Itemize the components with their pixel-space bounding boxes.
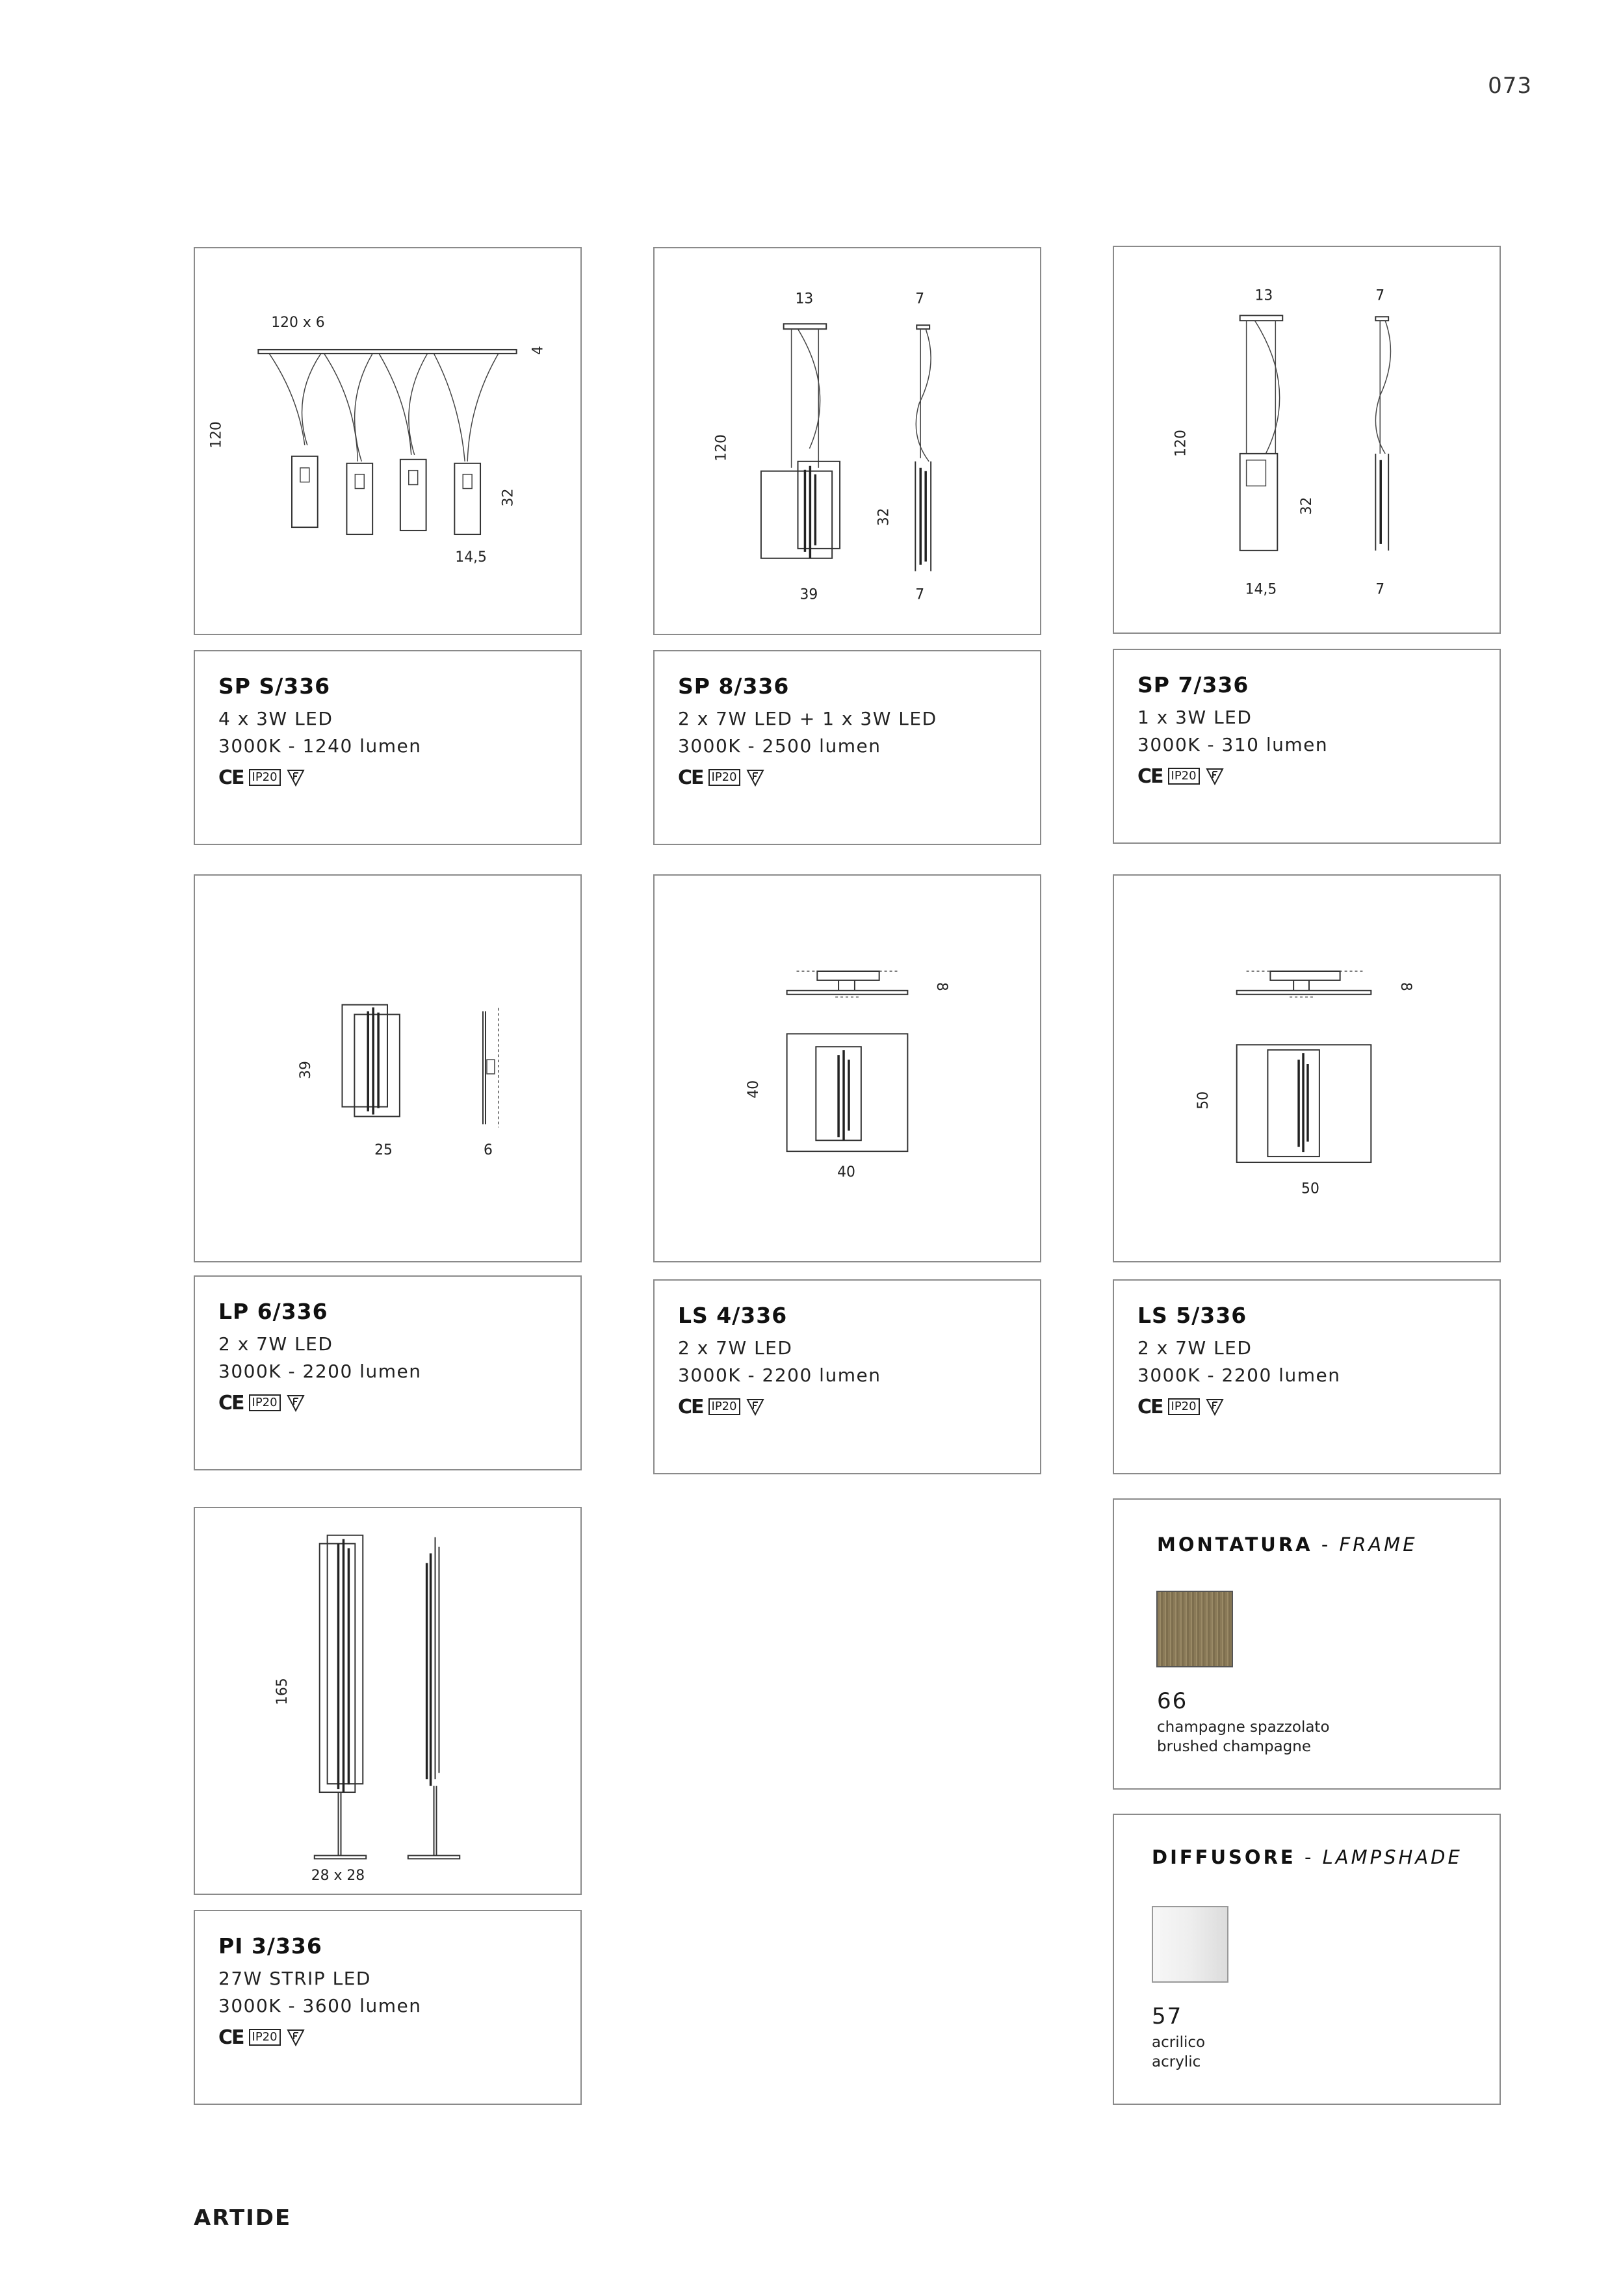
info-lp-6-336 bbox=[194, 1275, 582, 1470]
ls-4-336-diagram bbox=[655, 876, 1040, 1261]
ce-mark-icon: CE bbox=[678, 766, 703, 789]
dim-depth: 8 bbox=[1397, 982, 1414, 991]
light-spec: 3000K - 2200 lumen bbox=[1137, 1364, 1341, 1386]
f-mark-icon bbox=[286, 2028, 305, 2047]
dim-width: 25 bbox=[374, 1142, 393, 1159]
lampshade-title: DIFFUSORE - LAMPSHADE bbox=[1152, 1846, 1462, 1868]
dim-body: 32 bbox=[876, 508, 892, 527]
ip-rating: IP20 bbox=[708, 769, 740, 786]
light-spec: 3000K - 2200 lumen bbox=[678, 1364, 881, 1386]
dim-canopy-front: 13 bbox=[795, 291, 814, 307]
f-mark-icon bbox=[1205, 1397, 1225, 1416]
lampshade-finish-card bbox=[1113, 1814, 1501, 2105]
ip-rating: IP20 bbox=[249, 1394, 281, 1411]
drawing-lp-6-336 bbox=[194, 874, 582, 1262]
model-name: SP 7/336 bbox=[1137, 672, 1249, 698]
f-mark-icon bbox=[746, 768, 765, 787]
dim-height: 120 bbox=[713, 434, 730, 462]
dim-width: 39 bbox=[799, 586, 818, 603]
info-sp-8-336 bbox=[653, 650, 1041, 845]
power-spec: 1 x 3W LED bbox=[1137, 707, 1253, 728]
dim-height: 120 bbox=[1173, 430, 1189, 457]
cert-marks bbox=[1137, 1396, 1500, 1418]
frame-color-swatch bbox=[1156, 1591, 1233, 1667]
cert-marks bbox=[1137, 765, 1500, 787]
frame-title-it: MONTATURA bbox=[1157, 1533, 1313, 1556]
drawing-ls-4-336 bbox=[653, 874, 1041, 1262]
brand-name: ARTIDE bbox=[194, 2205, 292, 2231]
ip-rating: IP20 bbox=[708, 1398, 740, 1415]
drawing-sp-8-336 bbox=[653, 247, 1041, 635]
cert-marks bbox=[678, 1396, 1040, 1418]
dim-height: 120 bbox=[208, 421, 225, 449]
lp-6-336-diagram bbox=[195, 876, 580, 1261]
ip-rating: IP20 bbox=[1168, 1398, 1200, 1415]
dim-height: 39 bbox=[297, 1061, 314, 1079]
ip-rating: IP20 bbox=[249, 2029, 281, 2046]
model-name: SP S/336 bbox=[218, 673, 331, 699]
dim-height: 50 bbox=[1195, 1091, 1212, 1110]
ce-mark-icon: CE bbox=[678, 1395, 703, 1418]
dim-width: 14,5 bbox=[455, 549, 487, 566]
light-spec: 3000K - 2500 lumen bbox=[678, 735, 881, 757]
power-spec: 4 x 3W LED bbox=[218, 708, 333, 729]
dim-width: 40 bbox=[837, 1164, 855, 1181]
dim-canopy-side: 7 bbox=[1375, 287, 1385, 304]
ls-5-336-diagram bbox=[1114, 876, 1500, 1261]
power-spec: 2 x 7W LED bbox=[1137, 1337, 1253, 1359]
lampshade-title-it: DIFFUSORE bbox=[1152, 1846, 1296, 1868]
lampshade-title-en: LAMPSHADE bbox=[1322, 1846, 1462, 1868]
light-spec: 3000K - 3600 lumen bbox=[218, 1995, 422, 2016]
frame-title-en: FRAME bbox=[1339, 1533, 1418, 1556]
drawing-sp-7-336 bbox=[1113, 246, 1501, 634]
drawing-pi-3-336 bbox=[194, 1507, 582, 1895]
sp-s-336-diagram bbox=[195, 248, 580, 634]
info-pi-3-336 bbox=[194, 1910, 582, 2105]
sp-7-336-diagram bbox=[1114, 247, 1500, 633]
dim-canopy-front: 13 bbox=[1254, 287, 1273, 304]
power-spec: 2 x 7W LED bbox=[678, 1337, 793, 1359]
frame-description bbox=[1157, 1717, 1330, 1756]
cert-marks bbox=[218, 1392, 580, 1414]
dim-width: 50 bbox=[1301, 1181, 1319, 1197]
dim-body: 32 bbox=[500, 488, 517, 507]
f-mark-icon bbox=[1205, 766, 1225, 786]
model-name: LS 4/336 bbox=[678, 1303, 788, 1328]
dim-depth: 6 bbox=[484, 1142, 493, 1159]
lampshade-desc-it: acrilico bbox=[1152, 2034, 1206, 2051]
frame-finish-card bbox=[1113, 1498, 1501, 1790]
drawing-sp-s-336 bbox=[194, 247, 582, 635]
power-spec: 2 x 7W LED + 1 x 3W LED bbox=[678, 708, 937, 729]
drawing-ls-5-336 bbox=[1113, 874, 1501, 1262]
dim-body: 32 bbox=[1298, 497, 1315, 515]
dim-thick: 4 bbox=[530, 345, 547, 355]
dim-top: 120 x 6 bbox=[271, 315, 325, 332]
dim-depth: 8 bbox=[933, 982, 950, 991]
dim-depth: 7 bbox=[1375, 581, 1385, 598]
ip-rating: IP20 bbox=[249, 769, 281, 786]
sp-8-336-diagram bbox=[655, 248, 1040, 634]
dim-base: 28 x 28 bbox=[311, 1868, 365, 1885]
ce-mark-icon: CE bbox=[218, 766, 244, 789]
light-spec: 3000K - 1240 lumen bbox=[218, 735, 422, 757]
info-sp-s-336 bbox=[194, 650, 582, 845]
page-number: 073 bbox=[1488, 73, 1532, 99]
ip-rating: IP20 bbox=[1168, 768, 1200, 785]
dim-height: 165 bbox=[274, 1678, 291, 1705]
cert-marks bbox=[218, 2026, 580, 2048]
lampshade-description bbox=[1152, 2033, 1205, 2072]
frame-title: MONTATURA - FRAME bbox=[1157, 1533, 1418, 1556]
pi-3-336-diagram bbox=[195, 1508, 580, 1894]
lampshade-desc-en: acrylic bbox=[1152, 2054, 1201, 2070]
f-mark-icon bbox=[286, 1393, 305, 1413]
frame-code: 66 bbox=[1157, 1688, 1188, 1714]
dim-depth: 7 bbox=[915, 586, 925, 603]
frame-desc-en: brushed champagne bbox=[1157, 1738, 1311, 1755]
model-name: PI 3/336 bbox=[218, 1933, 322, 1959]
ce-mark-icon: CE bbox=[1137, 1395, 1163, 1418]
dim-width: 14,5 bbox=[1245, 581, 1277, 598]
info-sp-7-336 bbox=[1113, 649, 1501, 844]
model-name: SP 8/336 bbox=[678, 673, 790, 699]
ce-mark-icon: CE bbox=[1137, 764, 1163, 788]
cert-marks bbox=[218, 766, 580, 789]
dim-height: 40 bbox=[745, 1080, 762, 1099]
power-spec: 27W STRIP LED bbox=[218, 1968, 371, 1989]
model-name: LP 6/336 bbox=[218, 1299, 328, 1324]
model-name: LS 5/336 bbox=[1137, 1303, 1247, 1328]
ce-mark-icon: CE bbox=[218, 2026, 244, 2049]
f-mark-icon bbox=[286, 768, 305, 787]
lampshade-color-swatch bbox=[1152, 1906, 1228, 1983]
cert-marks bbox=[678, 766, 1040, 789]
info-ls-4-336 bbox=[653, 1279, 1041, 1474]
light-spec: 3000K - 310 lumen bbox=[1137, 734, 1329, 755]
power-spec: 2 x 7W LED bbox=[218, 1333, 333, 1355]
f-mark-icon bbox=[746, 1397, 765, 1416]
frame-desc-it: champagne spazzolato bbox=[1157, 1719, 1330, 1736]
lampshade-code: 57 bbox=[1152, 2003, 1183, 2029]
info-ls-5-336 bbox=[1113, 1279, 1501, 1474]
light-spec: 3000K - 2200 lumen bbox=[218, 1361, 422, 1382]
ce-mark-icon: CE bbox=[218, 1391, 244, 1415]
dim-canopy-side: 7 bbox=[915, 291, 925, 307]
